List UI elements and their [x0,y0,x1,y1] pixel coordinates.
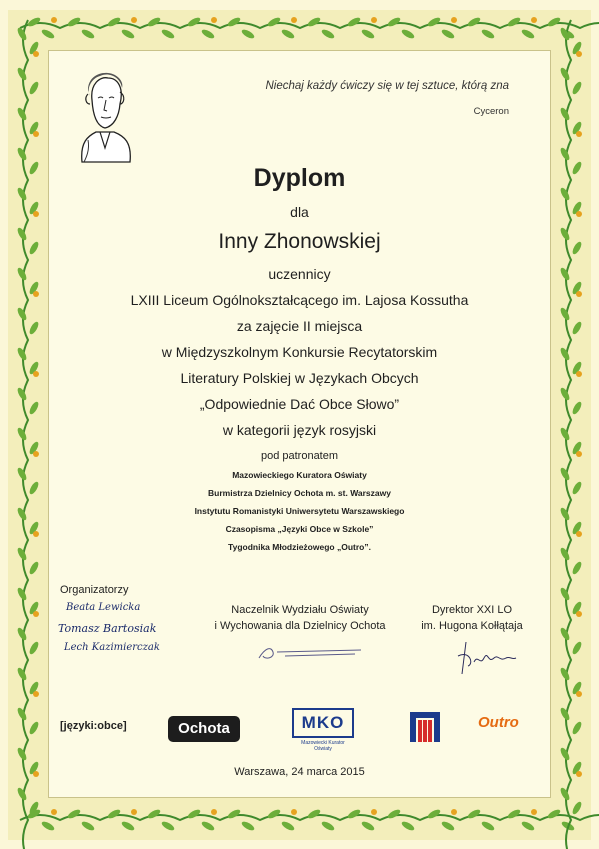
patron-item: Burmistrza Dzielnicy Ochota m. st. Warszawy [208,488,391,498]
school-name: LXIII Liceum Ogólnokształcącego im. Lajosa Kossutha [130,292,469,308]
for-label: dla [290,204,309,220]
patron-item: Mazowieckiego Kuratora Oświaty [232,470,367,480]
dyrektor-title-line1: Dyrektor XXI LO [431,604,513,616]
diploma-title: Dyplom [253,164,346,192]
outro-logo: Outro [478,714,519,731]
mko-logo-caption: Mazowiecki Kurator Oświaty [301,740,345,752]
contest-line-1: w Międzyszkolnym Konkursie Recytatorskim [161,344,438,360]
recipient-name: Inny Zhonowskiej [218,230,381,253]
patronage-intro: pod patronatem [260,450,339,462]
place-and-date: Warszawa, 24 marca 2015 [234,766,365,778]
dyrektor-signature-mark [448,636,520,678]
achievement-text: za zajęcie II miejsca [236,318,363,334]
patron-item: Instytutu Romanistyki Uniwersytetu Warszawskiego [194,506,405,516]
dyrektor-title-line2: im. Hugona Kołłątaja [421,620,523,632]
naczelnik-signature-mark [255,640,365,664]
ochota-logo: Ochota [168,716,240,742]
motto-quote: Niechaj każdy ćwiczy się w tej sztuce, którą zna [265,80,509,92]
mko-logo [292,708,354,752]
institute-logo-icon [408,710,442,746]
naczelnik-title-line1: Naczelnik Wydziału Oświaty [231,604,369,616]
category-text: w kategorii język rosyjski [222,422,377,438]
patron-item: Czasopisma „Języki Obce w Szkole” [225,524,374,534]
contest-name: „Odpowiednie Dać Obce Słowo” [199,396,400,412]
motto-author: Cyceron [473,106,509,117]
cicero-portrait-icon [74,70,136,166]
patron-item: Tygodnika Młodzieżowego „Outro”. [228,542,371,552]
mko-logo-text: MKO [292,708,354,738]
organizer-signature: Tomasz Bartosiak [58,622,157,635]
contest-line-2: Literatury Polskiej w Językach Obcych [180,370,419,386]
organizers-label: Organizatorzy [60,584,129,596]
jezyki-obce-logo: [języki:obce] [60,720,127,732]
organizer-signature: Lech Kazimierczak [64,642,160,653]
recipient-role: uczennicy [268,266,331,282]
naczelnik-title-line2: i Wychowania dla Dzielnicy Ochota [214,620,386,632]
organizer-signature: Beata Lewicka [66,602,141,613]
